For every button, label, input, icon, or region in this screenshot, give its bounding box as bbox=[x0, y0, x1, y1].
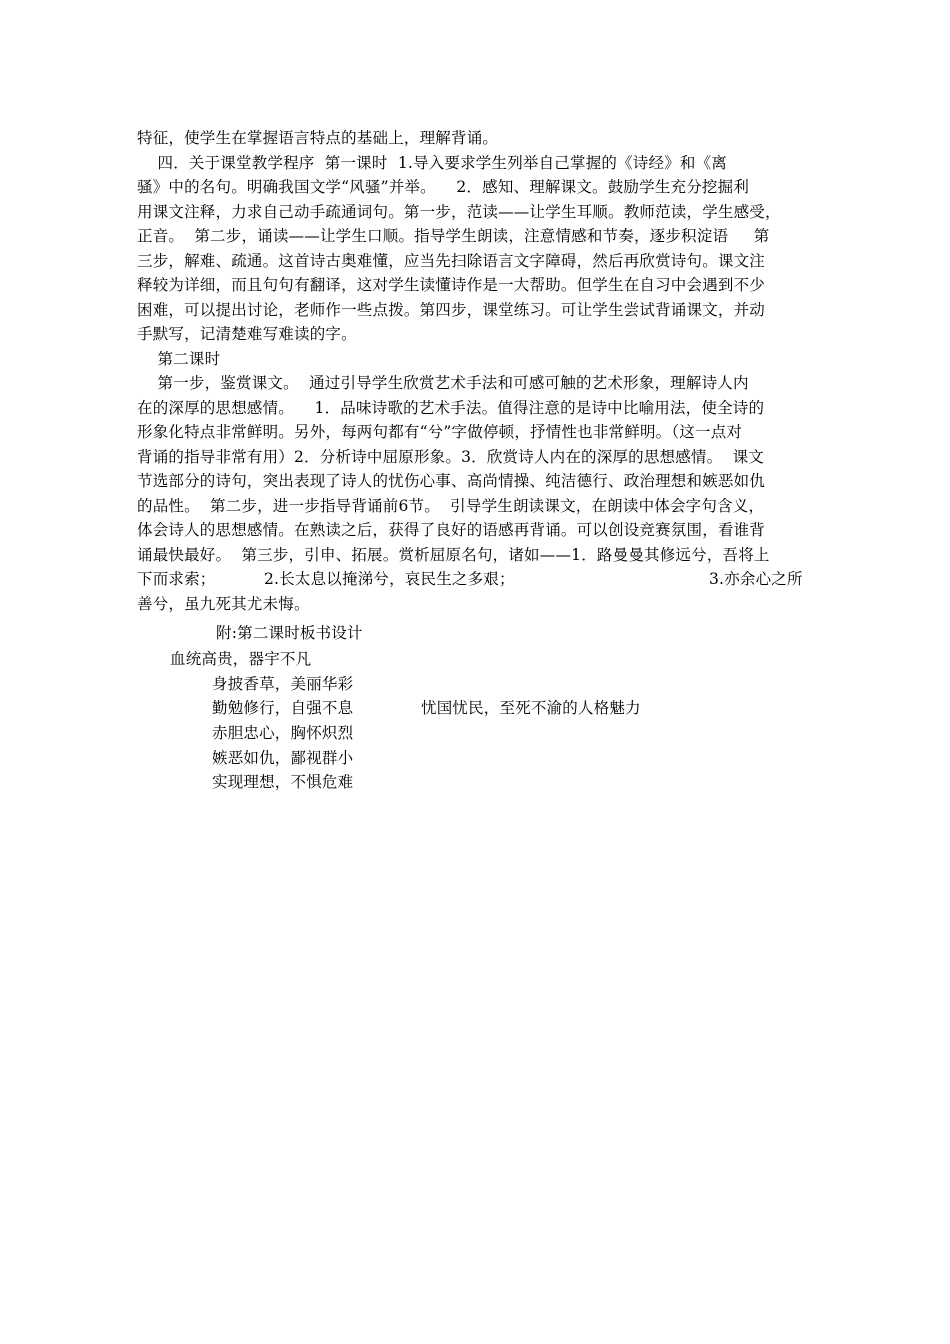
quote-part: 3.亦余心之所 bbox=[709, 570, 803, 588]
board-design-title: 血统高贵，器宇不凡 bbox=[170, 650, 312, 668]
text-line: 三步，解难、疏通。这首诗古奥难懂，应当先扫除语言文字障碍，然后再欣赏诗句。课文注 bbox=[137, 252, 766, 270]
quote-part: 下而求索； bbox=[137, 570, 216, 588]
section-heading: 第二课时 bbox=[137, 350, 221, 368]
text-line: 正音。 第二步，诵读——让学生口顺。指导学生朗读，注意情感和节奏，逐步积淀语 第 bbox=[137, 227, 770, 245]
board-design-item: 实现理想，不惧危难 bbox=[212, 773, 354, 791]
text-line: 在的深厚的思想感情。 1．品味诗歌的艺术手法。值得注意的是诗中比喻用法，使全诗的 bbox=[137, 399, 765, 417]
board-design-summary: 忧国忧民，至死不渝的人格魅力 bbox=[421, 699, 641, 717]
text-line: 体会诗人的思想感情。在熟读之后，获得了良好的语感再背诵。可以创设竞赛氛围，看谁背 bbox=[137, 521, 766, 539]
text-line: 四．关于课堂教学程序 第一课时 1.导入要求学生列举自己掌握的《诗经》和《离 bbox=[137, 154, 728, 172]
text-line: 背诵的指导非常有用）2．分析诗中屈原形象。3．欣赏诗人内在的深厚的思想感情。 课文 bbox=[137, 448, 764, 466]
board-design-item: 嫉恶如仇，鄙视群小 bbox=[212, 749, 354, 767]
quote-line bbox=[137, 568, 817, 590]
text-line: 用课文注释，力求自己动手疏通词句。第一步，范读——让学生耳顺。教师范读，学生感受， bbox=[137, 203, 781, 221]
text-line: 困难，可以提出讨论，老师作一些点拨。第四步，课堂练习。可让学生尝试背诵课文，并动 bbox=[137, 301, 766, 319]
board-design-item: 身披香草，美丽华彩 bbox=[212, 675, 354, 693]
text-line: 骚》中的名句。明确我国文学“风骚”并举。 2．感知、理解课文。鼓励学生充分挖掘利 bbox=[137, 178, 750, 196]
board-design-heading: 附:第二课时板书设计 bbox=[216, 624, 363, 642]
text-line: 释较为详细，而且句句有翻译，这对学生读懂诗作是一大帮助。但学生在自习中会遇到不少 bbox=[137, 276, 766, 294]
text-line: 的品性。 第二步，进一步指导背诵前6节。 引导学生朗读课文，在朗读中体会字句含义， bbox=[137, 497, 765, 515]
text-line: 节选部分的诗句，突出表现了诗人的忧伤心事、高尚情操、纯洁德行、政治理想和嫉恶如仇 bbox=[137, 472, 766, 490]
board-design-item: 赤胆忠心，胸怀炽烈 bbox=[212, 724, 354, 742]
quote-part: 2.长太息以掩涕兮，哀民生之多艰； bbox=[264, 570, 515, 588]
text-line: 特征，使学生在掌握语言特点的基础上，理解背诵。 bbox=[137, 129, 499, 147]
text-line: 诵最快最好。 第三步，引申、拓展。赏析屈原名句，诸如——1．路曼曼其修远兮，吾将上 bbox=[137, 546, 770, 564]
board-design-item: 勤勉修行，自强不息 bbox=[212, 699, 354, 717]
text-line: 手默写，记清楚难写难读的字。 bbox=[137, 325, 357, 343]
text-line: 形象化特点非常鲜明。另外，每两句都有“兮”字做停顿，抒情性也非常鲜明。（这一点对 bbox=[137, 423, 743, 441]
text-line: 第一步，鉴赏课文。 通过引导学生欣赏艺术手法和可感可触的艺术形象，理解诗人内 bbox=[137, 374, 749, 392]
text-line: 善兮，虽九死其尤未悔。 bbox=[137, 595, 310, 613]
